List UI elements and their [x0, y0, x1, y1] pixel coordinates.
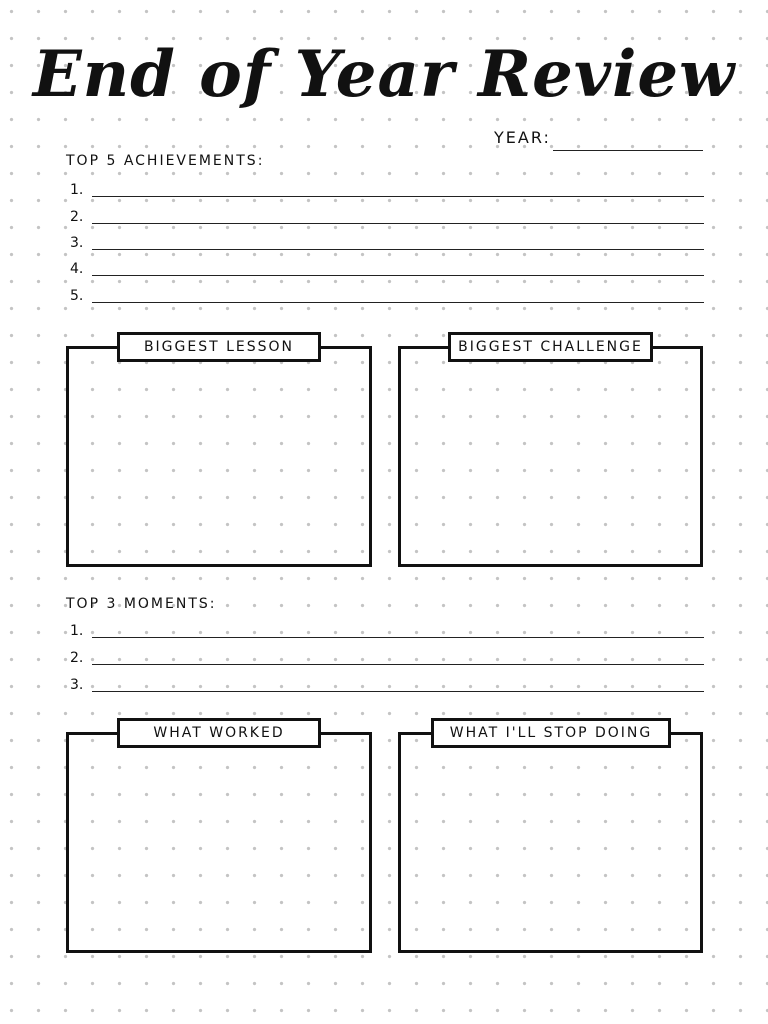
achievement-row [68, 235, 704, 257]
achievement-number: 3. [70, 235, 84, 251]
achievement-number: 1. [70, 182, 84, 198]
moments-heading: TOP 3 MOMENTS: [66, 596, 217, 612]
achievement-number: 5. [70, 288, 84, 304]
what-worked-label: WHAT WORKED [117, 718, 321, 748]
achievement-row [68, 261, 704, 283]
year-input-line[interactable] [553, 150, 703, 151]
what-ill-stop-doing-box[interactable] [398, 725, 703, 953]
moment-number: 3. [70, 677, 84, 693]
achievement-number: 4. [70, 261, 84, 277]
biggest-lesson-label: BIGGEST LESSON [117, 332, 321, 362]
moment-row [68, 650, 704, 672]
biggest-challenge-label: BIGGEST CHALLENGE [448, 332, 653, 362]
what-ill-stop-doing-label: WHAT I'LL STOP DOING [431, 718, 671, 748]
moment-row [68, 677, 704, 699]
achievement-line[interactable] [92, 249, 704, 250]
moment-number: 2. [70, 650, 84, 666]
biggest-lesson-box[interactable] [66, 339, 372, 567]
moment-number: 1. [70, 623, 84, 639]
moment-row [68, 623, 704, 645]
achievement-line[interactable] [92, 196, 704, 197]
achievement-row [68, 209, 704, 231]
what-worked-box[interactable] [66, 725, 372, 953]
moment-line[interactable] [92, 691, 704, 692]
achievement-line[interactable] [92, 275, 704, 276]
moment-line[interactable] [92, 664, 704, 665]
biggest-challenge-box[interactable] [398, 339, 703, 567]
moment-line[interactable] [92, 637, 704, 638]
page-title: End of Year Review [32, 37, 736, 112]
year-label: YEAR: [494, 128, 551, 147]
achievement-line[interactable] [92, 302, 704, 303]
achievement-line[interactable] [92, 223, 704, 224]
achievement-row [68, 182, 704, 204]
achievement-row [68, 288, 704, 310]
achievement-number: 2. [70, 209, 84, 225]
achievements-heading: TOP 5 ACHIEVEMENTS: [66, 153, 265, 169]
